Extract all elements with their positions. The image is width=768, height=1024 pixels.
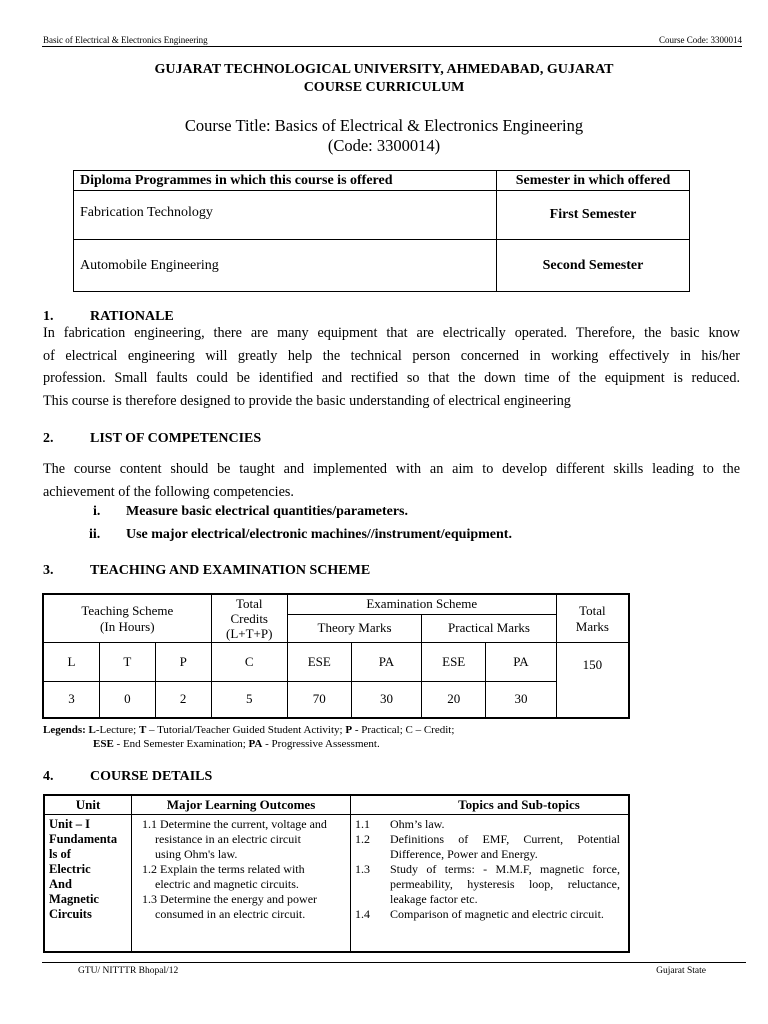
topics-header: Topics and Sub-topics xyxy=(351,795,630,814)
competency-text: Measure basic electrical quantities/parameters. xyxy=(126,504,409,519)
paragraph-line: profession. Small faults could be identified and rectified so that the down time of the equipment is reduced. xyxy=(43,370,740,386)
topic-item xyxy=(355,862,620,907)
legends-line-1 xyxy=(43,724,454,736)
competency-number: i. xyxy=(93,504,101,519)
topic-text: Comparison of magnetic and electric circuit. xyxy=(390,906,604,921)
programmes-table xyxy=(73,170,690,292)
scheme-table xyxy=(42,593,630,719)
practical-marks-header: Practical Marks xyxy=(422,614,557,642)
programme-cell: Fabrication Technology xyxy=(74,191,497,240)
topic-number: 1.3 xyxy=(355,861,370,876)
programme-cell: Automobile Engineering xyxy=(74,240,497,292)
footer-left: GTU/ NITTTR Bhopal/12 xyxy=(78,966,179,976)
section-title: RATIONALE xyxy=(90,309,174,324)
theory-marks-header: Theory Marks xyxy=(287,614,421,642)
programmes-header: Diploma Programmes in which this course is offered xyxy=(74,171,497,191)
section-number: 2. xyxy=(43,431,54,446)
university-name: GUJARAT TECHNOLOGICAL UNIVERSITY, AHMEDABAD, GUJARAT xyxy=(154,62,614,77)
competencies-intro xyxy=(43,458,740,503)
legends-label: Legends: xyxy=(43,724,86,736)
legend-key: ESE xyxy=(93,738,114,750)
competency-item xyxy=(93,504,408,520)
section-number: 3. xyxy=(43,563,54,578)
topics-cell xyxy=(351,814,630,952)
total-marks-header xyxy=(556,594,629,643)
unit-text: Electric xyxy=(49,861,91,876)
legend-key: PA xyxy=(248,738,263,750)
outcome-item: 1.2 Explain the terms related with electric and magnetic circuits. xyxy=(142,861,305,891)
competency-number: ii. xyxy=(89,527,101,542)
topic-text: Definitions of EMF, Current, Potential Difference, Power and Energy. xyxy=(390,831,620,861)
value-cell: 70 xyxy=(287,682,351,718)
paragraph-line: This course is therefore designed to provide the basic understanding of electrical engineering xyxy=(43,392,571,409)
header-text: Total Marks xyxy=(575,602,609,634)
unit-header: Unit xyxy=(44,795,132,814)
unit-text: Unit – I xyxy=(49,816,90,831)
legend-text: – Tutorial/Teacher Guided Student Activity; xyxy=(146,724,346,736)
value-cell: 0 xyxy=(99,682,155,718)
header-rule xyxy=(42,46,742,47)
topic-text: Study of terms: - M.M.F, magnetic force, permeability, hysteresis loop, reluctance, leakage factor etc. xyxy=(390,861,620,906)
topic-text: Ohm’s law. xyxy=(390,816,445,831)
legend-text: - Practical; C – Credit; xyxy=(352,724,455,736)
col-label: ESE xyxy=(287,643,351,682)
section-number: 1. xyxy=(43,309,54,324)
course-code: (Code: 3300014) xyxy=(327,136,441,155)
semester-cell: First Semester xyxy=(497,191,690,240)
total-marks-value: 150 xyxy=(556,643,629,718)
value-cell: 30 xyxy=(351,682,422,718)
legends-line-2 xyxy=(93,738,380,750)
semester-header: Semester in which offered xyxy=(497,171,690,191)
section-title: COURSE DETAILS xyxy=(90,769,213,784)
competencies-heading xyxy=(43,431,261,447)
paragraph-line: In fabrication engineering, there are many equipment that are electrically operated. Therefore, the basic know xyxy=(43,325,740,341)
legend-text: -Lecture; xyxy=(95,724,139,736)
col-label: PA xyxy=(351,643,422,682)
rationale-paragraph xyxy=(43,322,740,412)
header-text: (L+T+P) xyxy=(226,626,273,641)
value-cell: 2 xyxy=(155,682,211,718)
running-header-right: Course Code: 3300014 xyxy=(659,35,742,45)
paragraph-line: achievement of the following competencies. xyxy=(43,483,294,500)
topic-number: 1.1 xyxy=(355,816,370,831)
value-cell: 20 xyxy=(422,682,486,718)
unit-text: Fundamenta xyxy=(49,831,118,846)
col-label: ESE xyxy=(422,643,486,682)
course-title: Course Title: Basics of Electrical & Electronics Engineering xyxy=(184,116,584,135)
paragraph-line: of electrical engineering will greatly help the technical person concerned in working effectively in his/her xyxy=(43,347,740,364)
header-text: Teaching Scheme xyxy=(81,602,174,618)
topic-item xyxy=(355,907,620,922)
footer-rule xyxy=(42,962,746,963)
curriculum-label: COURSE CURRICULUM xyxy=(303,80,465,95)
competency-item xyxy=(89,527,512,543)
col-label: L xyxy=(43,643,99,682)
topic-item xyxy=(355,832,620,862)
total-credits-header xyxy=(211,594,287,643)
col-label: T xyxy=(99,643,155,682)
unit-text: And xyxy=(49,876,72,891)
unit-cell xyxy=(44,814,132,952)
outcome-item: 1.3 Determine the energy and power consumed in an electric circuit. xyxy=(142,891,318,921)
teaching-scheme-header xyxy=(43,594,211,643)
header-text: Total Credits xyxy=(230,596,268,626)
competency-text: Use major electrical/electronic machines//instrument/equipment. xyxy=(126,527,512,542)
semester-cell: Second Semester xyxy=(497,240,690,292)
section-number: 4. xyxy=(43,769,54,784)
topic-item xyxy=(355,817,620,832)
legend-key: P xyxy=(345,724,353,736)
topic-number: 1.4 xyxy=(355,906,370,921)
footer-right: Gujarat State xyxy=(656,966,706,976)
topic-number: 1.2 xyxy=(355,831,370,846)
legend-key: L xyxy=(88,724,96,736)
legend-text: - Progressive Assessment. xyxy=(262,738,380,750)
value-cell: 30 xyxy=(486,682,557,718)
legend-text: - End Semester Examination; xyxy=(113,738,249,750)
outcomes-header: Major Learning Outcomes xyxy=(132,795,351,814)
outcome-item: 1.1 Determine the current, voltage and resistance in an electric circuit using Ohm's law. xyxy=(142,816,327,861)
col-label: PA xyxy=(486,643,557,682)
value-cell: 5 xyxy=(211,682,287,718)
scheme-heading xyxy=(43,563,370,579)
unit-text: Circuits xyxy=(49,906,92,921)
section-title: TEACHING AND EXAMINATION SCHEME xyxy=(90,563,371,578)
outcomes-cell xyxy=(132,814,351,952)
course-details-table xyxy=(43,794,630,953)
unit-text: ls of xyxy=(49,846,71,861)
unit-text: Magnetic xyxy=(49,891,99,906)
exam-scheme-header: Examination Scheme xyxy=(287,594,556,614)
running-header-left: Basic of Electrical & Electronics Engineering xyxy=(43,35,208,45)
section-title: LIST OF COMPETENCIES xyxy=(90,431,262,446)
details-heading xyxy=(43,769,212,785)
header-text: (In Hours) xyxy=(100,618,155,634)
value-cell: 3 xyxy=(43,682,99,718)
col-label: P xyxy=(155,643,211,682)
paragraph-line: The course content should be taught and implemented with an aim to develop different skills leading to the xyxy=(43,461,740,477)
legend-key: T xyxy=(138,724,147,736)
col-label: C xyxy=(211,643,287,682)
